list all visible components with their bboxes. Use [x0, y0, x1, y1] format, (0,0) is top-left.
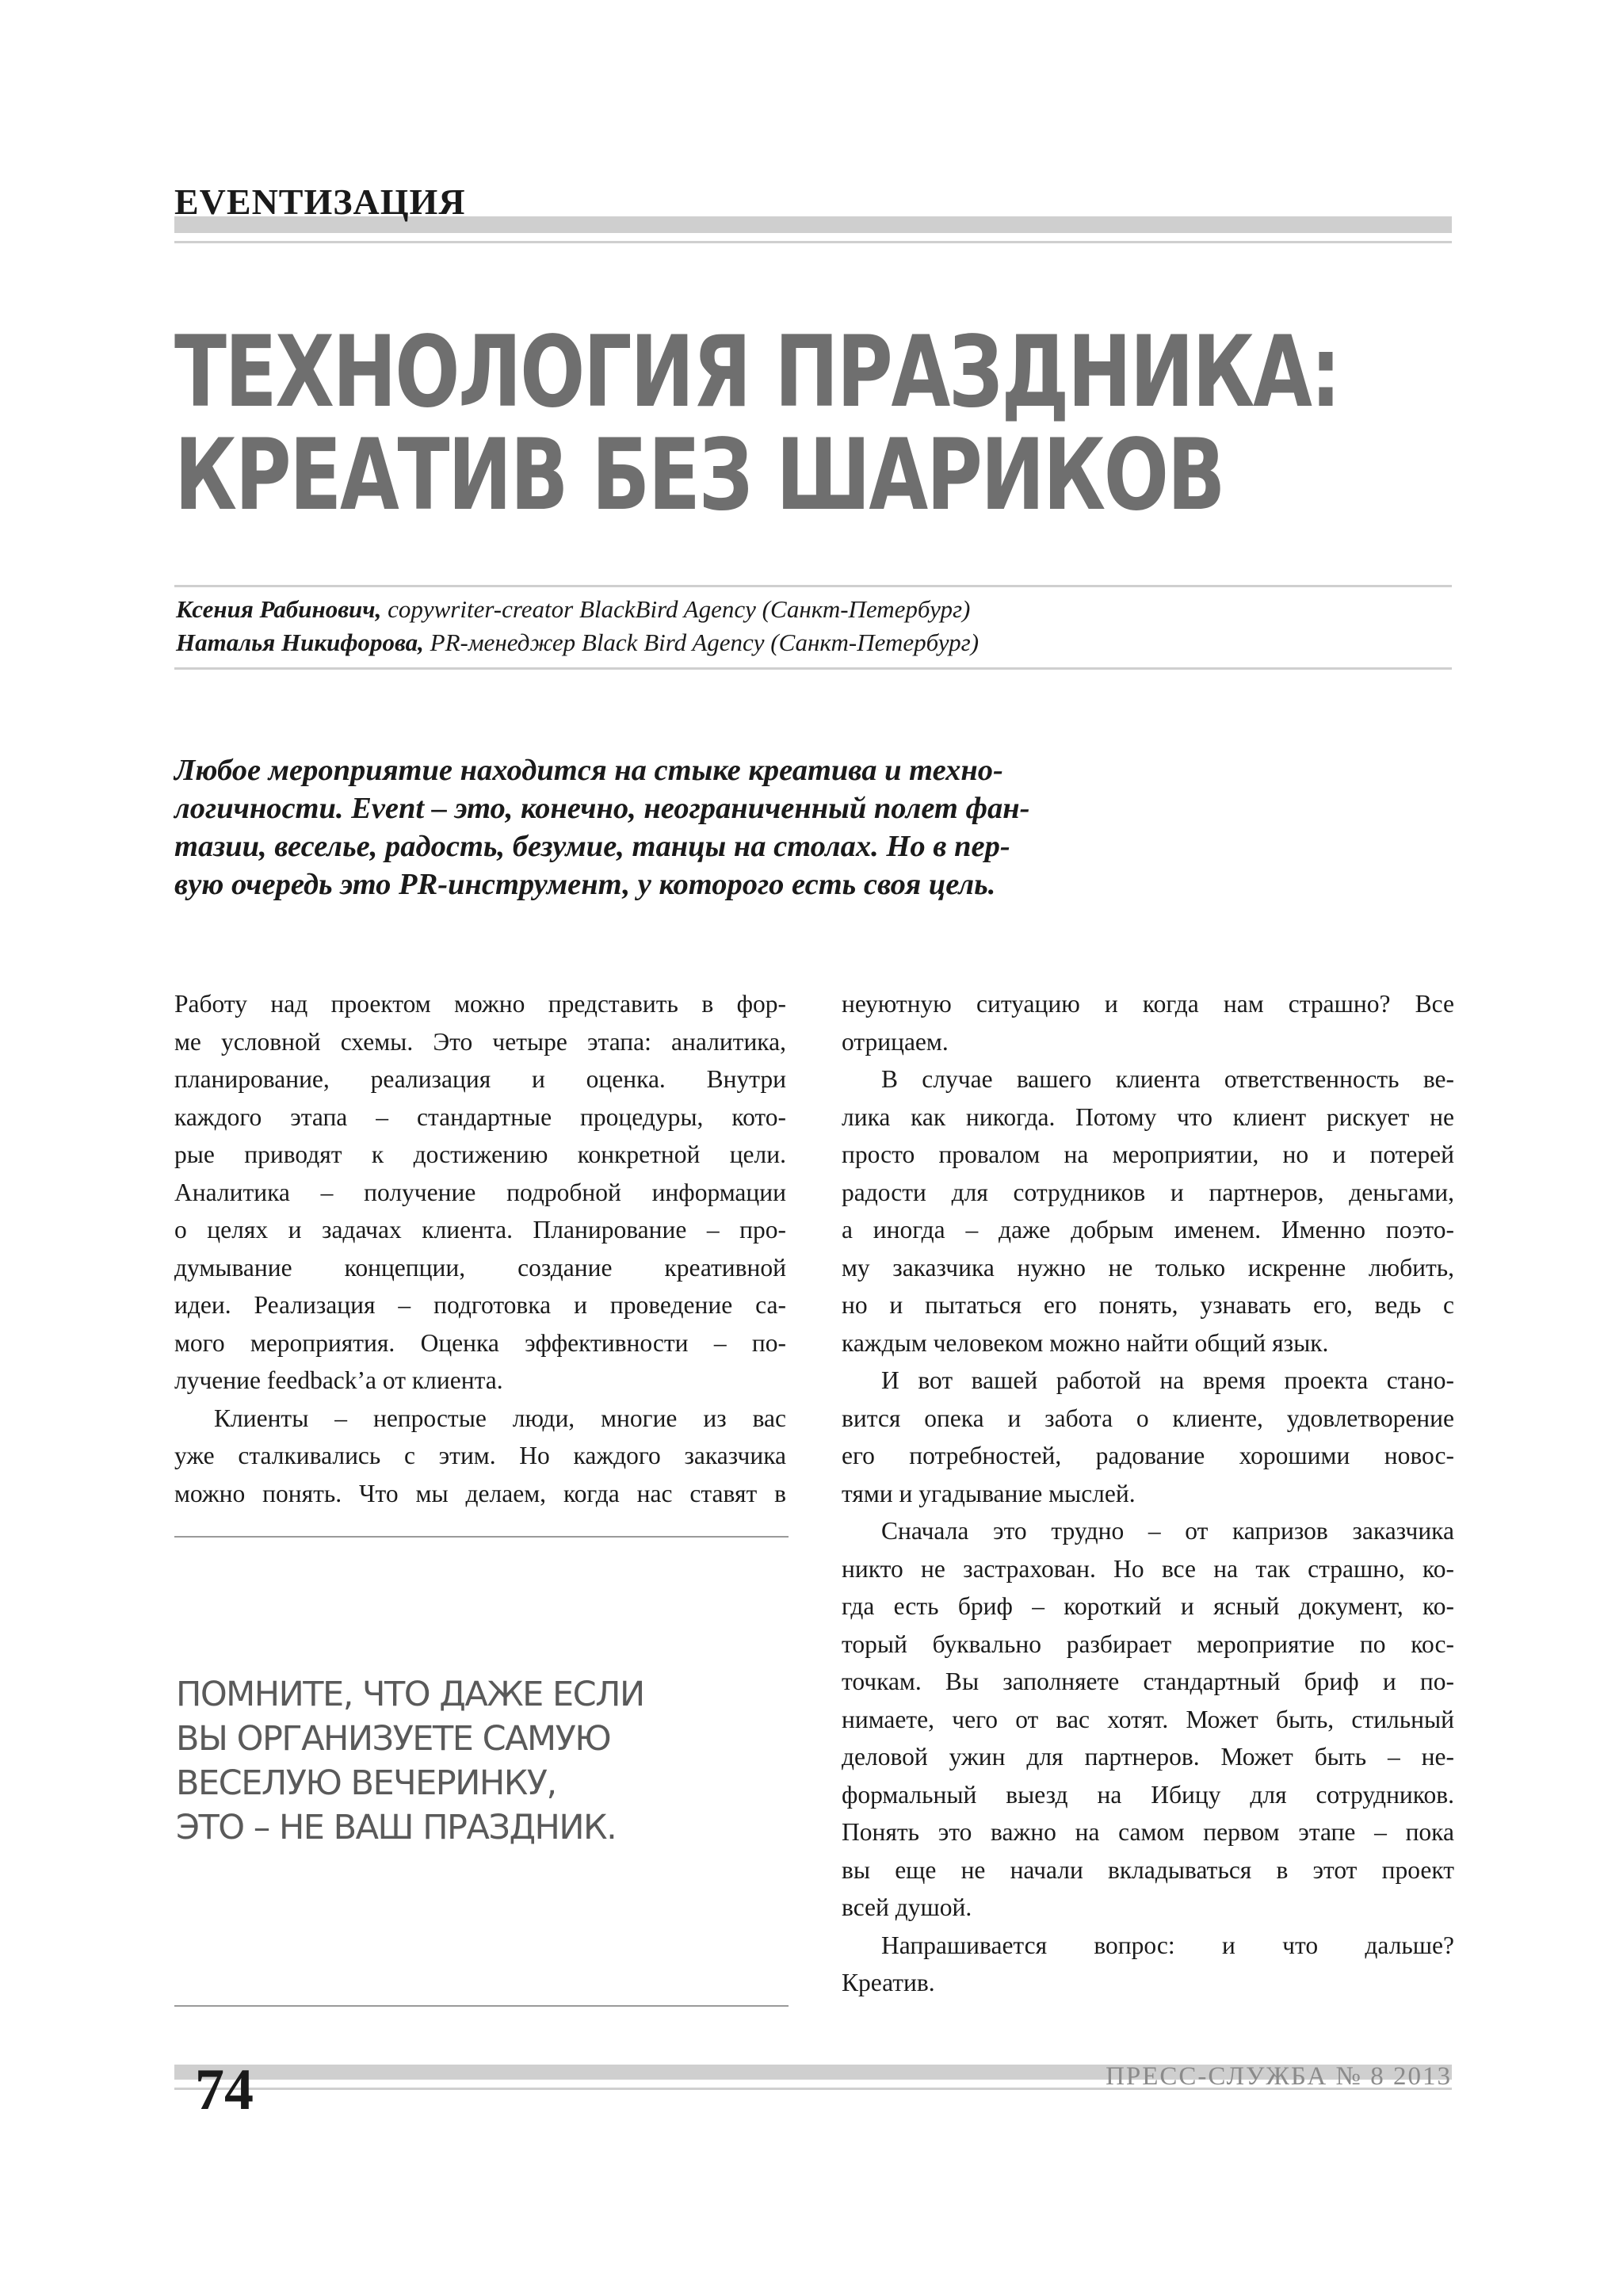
article-headline — [174, 315, 1339, 533]
body-line: уже сталкивались с этим. Но каждого заказчика — [174, 1442, 786, 1469]
body-line: тями и угадывание мыслей. — [842, 1479, 1136, 1507]
page-number: 74 — [195, 2057, 254, 2122]
lead-paragraph — [174, 751, 1157, 904]
authors-block — [176, 593, 979, 659]
body-line: планирование, реализация и оценка. Внутри — [174, 1065, 786, 1093]
body-line: формальный выезд на Ибицу для сотрудников. — [842, 1780, 1454, 1809]
section-header-rule — [174, 241, 1452, 243]
lead-line: тазии, веселье, радость, безумие, танцы на столах. Но в пер- — [174, 830, 1010, 863]
pull-quote-rule-bottom — [174, 2005, 789, 2007]
lead-line: Любое мероприятие находится на стыке креатива и техно- — [174, 754, 1003, 787]
body-line: радости для сотрудников и партнеров, деньгами, — [842, 1178, 1454, 1206]
author-role: PR-менеджер Black Bird Agency (Санкт-Петербург) — [423, 628, 980, 656]
body-line: точкам. Вы заполняете стандартный бриф и по- — [842, 1668, 1454, 1695]
body-line: его потребностей, радование хорошими новос- — [842, 1442, 1454, 1469]
body-line: Напрашивается вопрос: и что дальше? — [881, 1931, 1454, 1959]
body-line: Клиенты – непростые люди, многие из вас — [214, 1404, 786, 1432]
journal-issue: ПРЕСС-СЛУЖБА № 8 2013 — [1106, 2062, 1452, 2091]
body-line: му заказчика нужно не только искренне любить, — [842, 1253, 1454, 1282]
body-line: Креатив. — [842, 1969, 935, 1996]
body-line: идеи. Реализация – подготовка и проведение са- — [174, 1291, 786, 1319]
lead-line: логичности. Event – это, конечно, неограниченный полет фан- — [174, 792, 1030, 825]
author-name: Наталья Никифорова, — [176, 628, 424, 656]
body-line: просто провалом на мероприятии, но и потерей — [842, 1140, 1454, 1168]
headline-line: КРЕАТИВ БЕЗ ШАРИКОВ — [174, 418, 1224, 533]
body-column-right — [842, 985, 1454, 2002]
body-line: нимаете, чего от вас хотят. Может быть, стильный — [842, 1705, 1454, 1733]
body-line: Понять это важно на самом первом этапе – пока — [842, 1818, 1454, 1846]
section-title: EVENTИЗАЦИЯ — [174, 181, 466, 222]
body-line: торый буквально разбирает мероприятие по кос- — [842, 1629, 1454, 1658]
body-line: лика как никогда. Потому что клиент рискует не — [842, 1102, 1454, 1131]
body-line: вится опека и забота о клиенте, удовлетворение — [842, 1404, 1454, 1432]
body-line: ме условной схемы. Это четыре этапа: аналитика, — [174, 1027, 786, 1056]
author-name: Ксения Рабинович, — [176, 595, 382, 623]
body-line: вы еще не начали вкладываться в этот проект — [842, 1855, 1454, 1884]
body-line: Аналитика – получение подробной информации — [174, 1178, 786, 1206]
body-column-left — [174, 985, 786, 1512]
body-line: думывание концепции, создание креативной — [174, 1253, 786, 1282]
body-line: а иногда – даже добрым именем. Именно поэто- — [842, 1216, 1454, 1244]
pull-quote-rule-top — [174, 1536, 789, 1538]
body-line: можно понять. Что мы делаем, когда нас ставят в — [174, 1479, 786, 1507]
pull-quote-line: ЭТО – НЕ ВАШ ПРАЗДНИК. — [176, 1808, 617, 1847]
author-line — [176, 593, 979, 626]
body-line: рые приводят к достижению конкретной цели. — [174, 1140, 786, 1168]
lead-line: вую очередь это PR-инструмент, у которого есть своя цель. — [174, 868, 996, 901]
authors-rule-bottom — [174, 667, 1452, 670]
pull-quote-line: ВЫ ОРГАНИЗУЕТЕ САМУЮ — [176, 1719, 611, 1759]
body-line: но и пытаться его понять, узнавать его, ведь с — [842, 1291, 1454, 1319]
authors-rule-top — [174, 585, 1452, 587]
pull-quote — [176, 1672, 644, 1850]
body-line: гда есть бриф – короткий и ясный документ, ко- — [842, 1592, 1454, 1620]
author-role: copywriter-creator BlackBird Agency (Санкт-Петербург) — [381, 595, 971, 623]
body-line: мого мероприятия. Оценка эффективности – по- — [174, 1328, 786, 1357]
body-line: В случае вашего клиента ответственность ве- — [881, 1065, 1454, 1093]
headline-line: ТЕХНОЛОГИЯ ПРАЗДНИКА: — [174, 315, 1339, 430]
pull-quote-line: ПОМНИТЕ, ЧТО ДАЖЕ ЕСЛИ — [176, 1675, 644, 1714]
body-line: каждого этапа – стандартные процедуры, кото- — [174, 1102, 786, 1131]
body-line: никто не застрахован. Но все на так страшно, ко- — [842, 1554, 1454, 1583]
body-line: Работу над проектом можно представить в фор- — [174, 990, 786, 1018]
body-line: каждым человеком можно найти общий язык. — [842, 1328, 1329, 1357]
body-line: неуютную ситуацию и когда нам страшно? Все — [842, 990, 1454, 1018]
author-line — [176, 626, 979, 659]
body-line: о целях и задачах клиента. Планирование – про- — [174, 1216, 786, 1244]
body-line: всей душой. — [842, 1893, 972, 1921]
body-line: деловой ужин для партнеров. Может быть – не- — [842, 1743, 1454, 1771]
body-line: И вот вашей работой на время проекта стано- — [881, 1366, 1454, 1394]
pull-quote-line: ВЕСЕЛУЮ ВЕЧЕРИНКУ, — [176, 1763, 556, 1803]
body-line: Сначала это трудно – от капризов заказчика — [881, 1517, 1454, 1545]
body-line: лучение feedback’а от клиента. — [174, 1366, 503, 1394]
body-line: отрицаем. — [842, 1027, 949, 1056]
